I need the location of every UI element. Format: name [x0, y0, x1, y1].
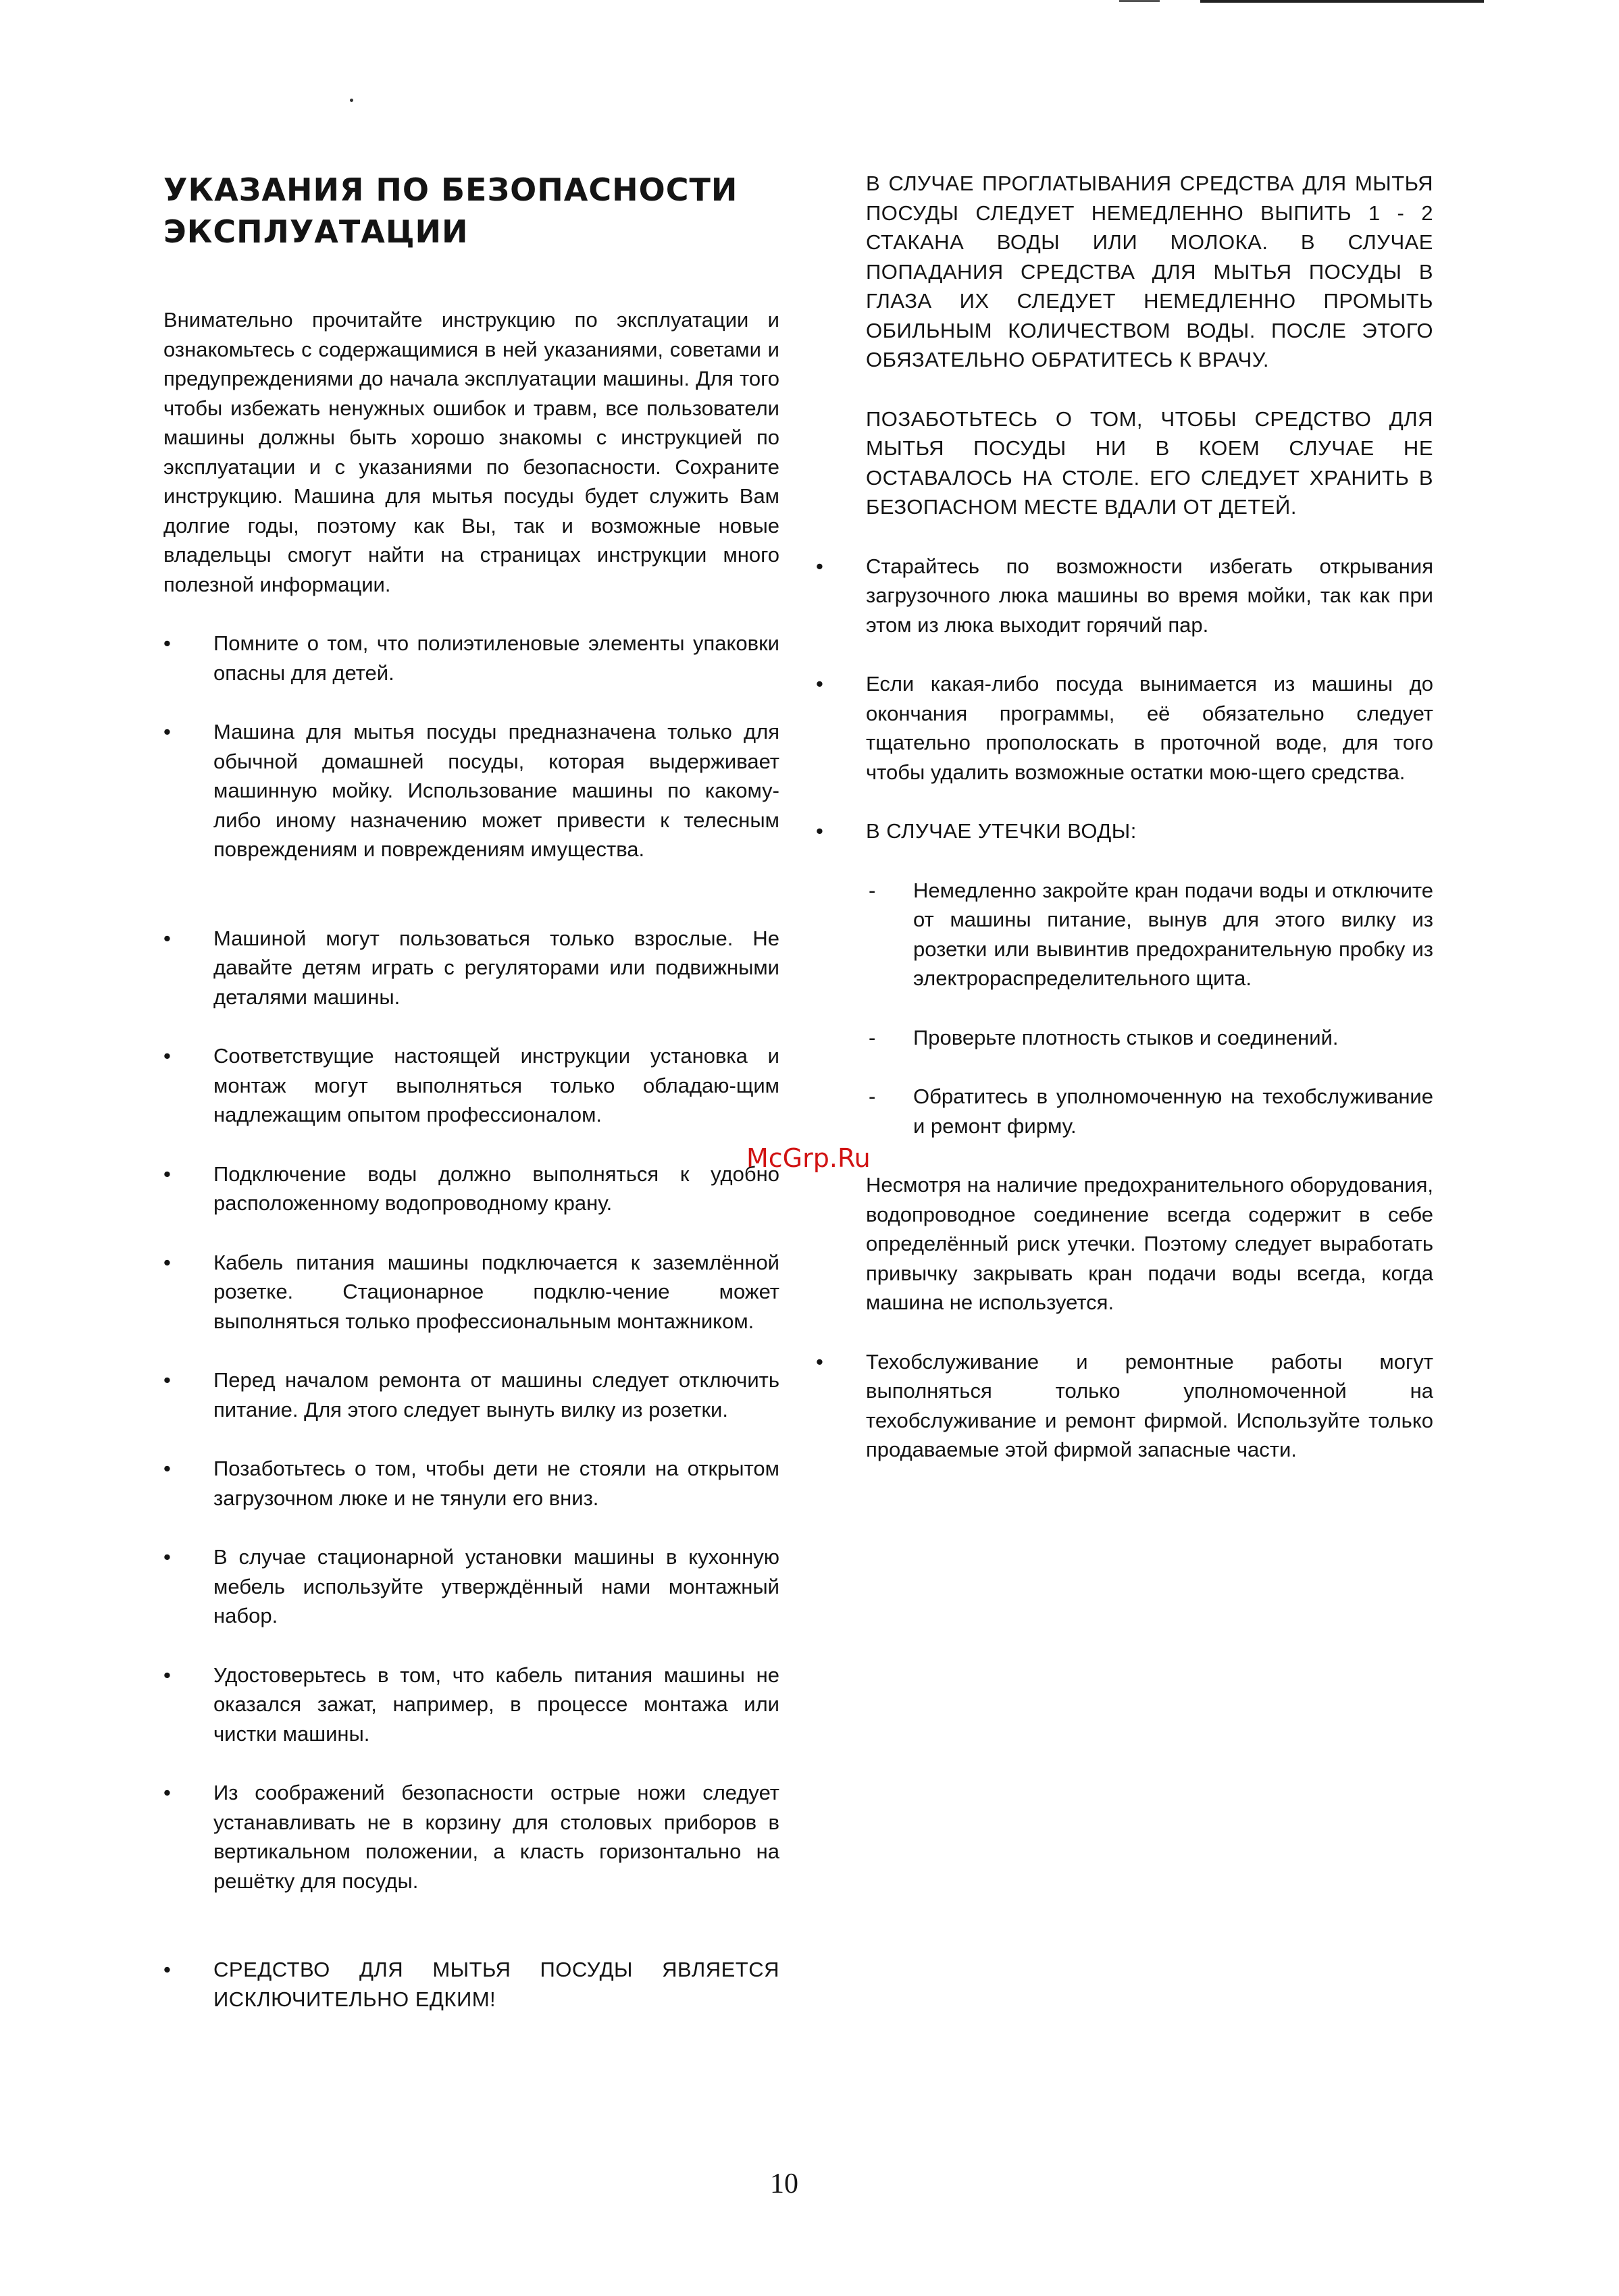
top-scan-mark: [1119, 0, 1160, 2]
bullet-item-warning: • СРЕДСТВО ДЛЯ МЫТЬЯ ПОСУДЫ ЯВЛЯЕТСЯ ИСКЛЮЧИТЕЛЬНО ЕДКИМ!: [163, 1955, 779, 2014]
bullet-item: • Позаботьтесь о том, чтобы дети не стояли на открытом загрузочном люке и не тянули его вниз.: [163, 1454, 779, 1513]
bullet-item: • Если какая-либо посуда вынимается из машины до окончания программы, её обязательно следует тщательно прополоскать в проточной воде, для того чтобы удалить возможные остатки мою-щего средства.: [866, 669, 1433, 787]
bullet-item: • Подключение воды должно выполняться к удобно расположенному водопроводному крану.: [163, 1159, 779, 1218]
bullet-item: • Кабель питания машины подключается к заземлённой розетке. Стационарное подклю-чение может выполняться только профессиональным монтажником.: [163, 1248, 779, 1336]
leak-steps-list: [866, 876, 1433, 1141]
left-column: [163, 169, 779, 2014]
right-bullet-list: [866, 552, 1433, 846]
storage-warning: ПОЗАБОТЬТЕСЬ О ТОМ, ЧТОБЫ СРЕДСТВО ДЛЯ МЫТЬЯ ПОСУДЫ НИ В КОЕМ СЛУЧАЕ НЕ ОСТАВАЛОСЬ НА СТОЛЕ. ЕГО СЛЕДУЕТ ХРАНИТЬ В БЕЗОПАСНОМ МЕСТЕ ВДАЛИ ОТ ДЕТЕЙ.: [866, 407, 1433, 519]
swallowing-warning: В СЛУЧАЕ ПРОГЛАТЫВАНИЯ СРЕДСТВА ДЛЯ МЫТЬЯ ПОСУДЫ СЛЕДУЕТ НЕМЕДЛЕННО ВЫПИТЬ 1 - 2 СТАКАНА ВОДЫ ИЛИ МОЛОКА. В СЛУЧАЕ ПОПАДАНИЯ СРЕДСТВА ДЛЯ МЫТЬЯ ПОСУДЫ В ГЛАЗА ИХ СЛЕДУЕТ НЕМЕДЛЕННО ПРОМЫТЬ ОБИЛЬНЫМ КОЛИЧЕСТВОМ ВОДЫ. ПОСЛЕ ЭТОГО ОБЯЗАТЕЛЬНО ОБРАТИТЕСЬ К ВРАЧУ.: [866, 172, 1433, 371]
page-number: 10: [770, 2168, 798, 2199]
leak-step: - Обратитесь в уполномоченную на техобслуживание и ремонт фирму.: [866, 1082, 1433, 1141]
title-line-1: УКАЗАНИЯ ПО БЕЗОПАСНОСТИ: [163, 172, 738, 208]
section-title: [163, 169, 779, 253]
leak-risk-paragraph: Несмотря на наличие предохранительного оборудования, водопроводное соединение всегда содержит в себе определённый риск утечки. Поэтому следует выработать привычку закрывать кран подачи воды всегда, когда машина не используется.: [866, 1173, 1433, 1314]
bullet-item: • Машиной могут пользоваться только взрослые. Не давайте детям играть с регуляторами или подвижными деталями машины.: [163, 924, 779, 1012]
leak-heading: • В СЛУЧАЕ УТЕЧКИ ВОДЫ:: [866, 816, 1433, 846]
title-line-2: ЭКСПЛУАТАЦИИ: [163, 213, 469, 250]
right-bullet-list-2: [866, 1347, 1433, 1465]
bullet-item: • В случае стационарной установки машины в кухонную мебель используйте утверждённый нами монтажный набор.: [163, 1542, 779, 1631]
bullet-item: • Помните о том, что полиэтиленовые элементы упаковки опасны для детей.: [163, 629, 779, 687]
bullet-item: • Техобслуживание и ремонтные работы могут выполняться только уполномоченной на техобслуживание и ремонт фирмой. Используйте только продаваемые этой фирмой запасные части.: [866, 1347, 1433, 1465]
bullet-item: • Старайтесь по возможности избегать открывания загрузочного люка машины во время мойки, так как при этом из люка выходит горячий пар.: [866, 552, 1433, 640]
top-scan-line: [1200, 0, 1484, 3]
bullet-item: • Соответствущие настоящей инструкции установка и монтаж могут выполняться только обладаю-щим надлежащим опытом профессионалом.: [163, 1041, 779, 1130]
bullet-item: • Перед началом ремонта от машины следует отключить питание. Для этого следует вынуть вилку из розетки.: [163, 1365, 779, 1424]
intro-paragraph: Внимательно прочитайте инструкцию по эксплуатации и ознакомьтесь с содержащимися в ней указаниями, советами и предупреждениями до начала эксплуатации машины. Для того чтобы избежать ненужных ошибок и травм, все пользователи машины должны быть хорошо знакомы с инструкцией по эксплуатации и с указаниями по безопасности. Сохраните инструкцию. Машина для мытья посуды будет служить Вам долгие годы, поэтому как Вы, так и возможные новые владельцы смогут найти на страницах инструкции много полезной информации.: [163, 308, 779, 596]
bullet-item: • Удостоверьтесь в том, что кабель питания машины не оказался зажат, например, в процессе монтажа или чистки машины.: [163, 1661, 779, 1749]
right-column: [866, 169, 1433, 1465]
bullet-item: • Машина для мытья посуды предназначена только для обычной домашней посуды, которая выдерживает машинную мойку. Использование машины по какому-либо иному назначению может привести к телесным повреждениям и повреждениям имущества.: [163, 717, 779, 864]
scan-dot: [350, 99, 353, 102]
left-bullet-list: [163, 629, 779, 2014]
watermark-text: McGrp.Ru: [746, 1143, 871, 1173]
leak-step: - Немедленно закройте кран подачи воды и отключите от машины питание, вынув для этого вилку из розетки или вывинтив предохранительную пробку из электрораспределительного щита.: [866, 876, 1433, 993]
bullet-item: • Из соображений безопасности острые ножи следует устанавливать не в корзину для столовых приборов в вертикальном положении, а класть горизонтально на решётку для посуды.: [163, 1778, 779, 1896]
leak-step: - Проверьте плотность стыков и соединений.: [866, 1023, 1433, 1053]
